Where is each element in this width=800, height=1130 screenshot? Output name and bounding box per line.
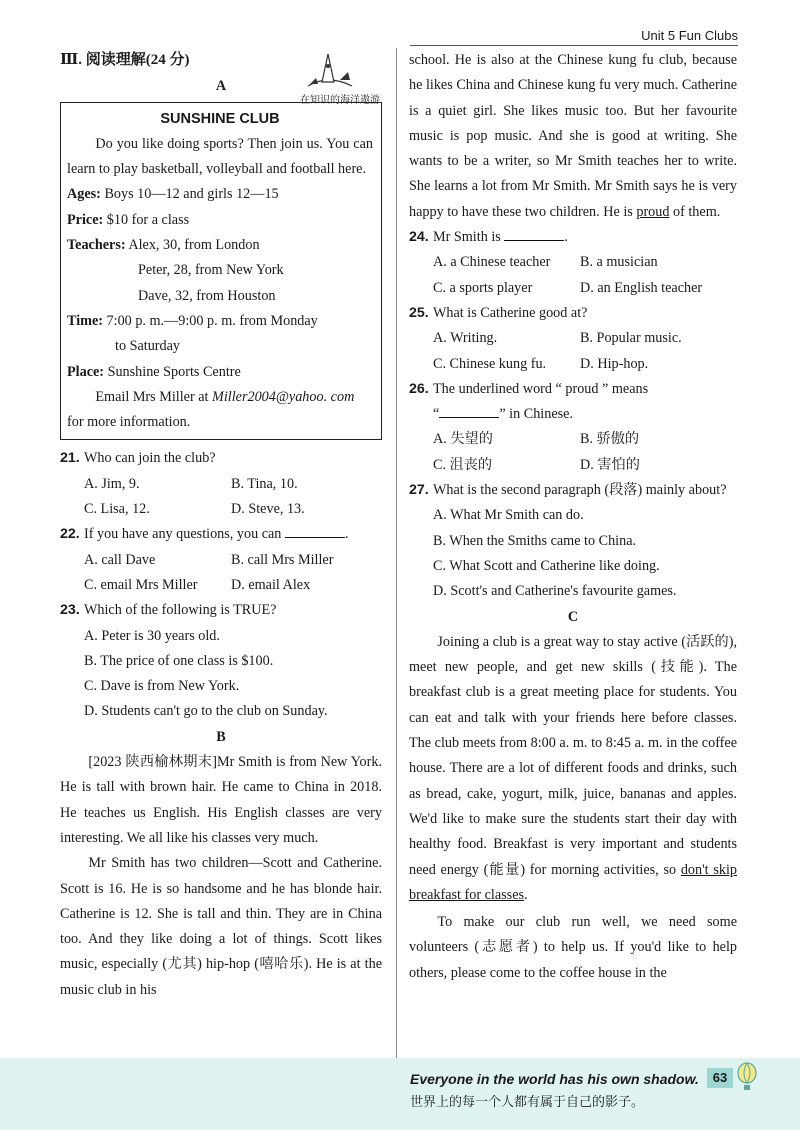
footer-band [0,1058,800,1130]
passage-b-paragraph-2: Mr Smith has two children—Scott and Catherine. Scott is 16. He is so handsome and he has blonde hair. Catherine is 12. She is tall and thin. They are in China too. And they like doing a lot of things. Scott likes music, especially (尤其) hip-hop (嘻哈乐). He is at the music club in his [60,855,382,998]
option-a: A. Jim, 9. [84,475,140,492]
question-text: Who can join the club? [84,450,216,467]
answer-blank [285,523,345,538]
ages-row [67,182,373,207]
ages-value: Boys 10—12 and girls 12—15 [104,186,279,203]
question-number: 22. [60,526,80,543]
question-text-suffix: ” in Chinese. [499,406,573,423]
question-number: 24. [409,229,429,246]
passage-b-paragraph-2-cont [409,48,737,225]
teachers-label: Teachers: [67,237,126,254]
question-21 [60,446,382,522]
option-d: D. Hip-hop. [580,355,649,372]
unit-header: Unit 5 Fun Clubs [641,28,738,43]
left-column [60,48,382,1003]
question-24: 24. Mr Smith is . A. a Chinese teacher B. a musician C. a sports player D. an English teacher [409,225,737,301]
option-b: B. a musician [580,254,658,271]
email-prefix: Email Mrs Miller at [95,388,213,405]
option-c: C. a sports player [433,279,533,296]
right-column [409,48,737,986]
teacher-3: Dave, 32, from Houston [138,287,276,304]
price-row [67,208,373,233]
club-ad-box [60,102,382,441]
option-a: A. call Dave [84,551,156,568]
question-number: 23. [60,602,80,619]
passage-c-text-end: . [524,886,528,903]
option-c: C. email Mrs Miller [84,576,198,593]
option-b: B. 骄傲的 [580,431,640,448]
passage-c-letter: C [567,608,579,625]
club-intro: Do you like doing sports? Then join us. You can learn to play basketball, volleyball and football here. [67,135,373,178]
place-row [67,360,373,385]
passage-b-cont-end: of them. [669,203,721,220]
option-a: A. Peter is 30 years old. [84,627,220,644]
option-b: B. Popular music. [580,330,682,347]
option-d: D. Students can't go to the club on Sunday. [84,703,328,720]
email-suffix: for more information. [67,414,191,431]
question-23 [60,598,382,724]
question-27 [409,478,737,604]
question-text: The underlined word “ proud ” means [433,380,649,397]
answer-blank [439,403,499,418]
email-address: Miller2004@yahoo. com [212,388,355,405]
passage-b-letter: B [216,728,226,745]
price-value: $10 for a class [106,211,190,228]
option-a: A. a Chinese teacher [433,254,551,271]
option-c: C. 沮丧的 [433,456,493,473]
question-text: Which of the following is TRUE? [84,602,277,619]
question-number: 25. [409,304,429,321]
teacher-2: Peter, 28, from New York [138,262,284,279]
option-b: B. Tina, 10. [231,475,298,492]
place-value: Sunshine Sports Centre [107,363,241,380]
time-value: 7:00 p. m.—9:00 p. m. from Monday [106,312,318,329]
option-c: C. Chinese kung fu. [433,355,547,372]
option-a: A. What Mr Smith can do. [433,507,584,524]
column-divider [396,48,397,1058]
teachers-row [67,233,373,258]
answer-blank [504,226,564,241]
passage-c-paragraph-2: To make our club run well, we need some volunteers (志愿者) to help us. If you'd like to help others, please come to the coffee house in the [409,914,737,981]
time-row [67,309,373,334]
option-c: C. What Scott and Catherine like doing. [433,557,660,574]
question-number: 26. [409,380,429,397]
question-text: If you have any questions, you can [84,526,282,543]
option-d: D. 害怕的 [580,456,640,473]
footer-quote-chinese: 世界上的每一个人都有属于自己的影子。 [410,1094,645,1109]
option-b: B. call Mrs Miller [231,551,334,568]
time-label: Time: [67,312,103,329]
passage-b-paragraph-1: [2023 陕西榆林期末]Mr Smith is from New York. He is tall with brown hair. He came to China in 2018. He teaches us English. His English classes are very interesting. We all like his classes very much. [60,754,382,846]
question-26 [409,377,737,478]
question-22: 22. If you have any questions, you can . A. call Dave B. call Mrs Miller C. email Mrs Miller D. email Alex [60,522,382,598]
footer-quote-english: Everyone in the world has his own shadow. [410,1071,699,1087]
passage-b-cont-text: school. He is also at the Chinese kung fu club, because he likes China and Chinese kung fu very much. Catherine is a quiet girl. She likes music too. But her favourite music is pop music. And she is good at writing. She wants to be a writer, so Mr Smith teaches her to write. She learns a lot from Mr Smith. Mr Smith says he is very happy to have these two children. He is [409,52,737,220]
question-text: What is Catherine good at? [433,304,588,321]
option-a: A. 失望的 [433,431,493,448]
option-d: D. an English teacher [580,279,703,296]
page-number: 63 [707,1068,733,1088]
passage-c-paragraph-1 [409,630,737,908]
ages-label: Ages: [67,186,101,203]
underlined-phrase: don't skip breakfast for classes [409,861,737,903]
email-row [67,385,373,410]
option-d: D. Steve, 13. [231,501,305,518]
club-title: SUNSHINE CLUB [160,110,280,127]
passage-c-text: Joining a club is a great way to stay active (活跃的), meet new people, and get new skills (技能). The breakfast club is a great meeting place for students. You can eat and talk with your friends here before classes. The club meets from 8:00 a. m. to 8:45 a. m. in the coffee house. There are a lot of different foods and drinks, such as bread, cake, yogurt, milk, juice, bananas and apples. We'd like to make sure the students start their day with healthy food. Breakfast is very important and students need energy (能量) for morning activities, so [409,633,737,878]
balloon-icon [735,1062,759,1092]
option-a: A. Writing. [433,330,498,347]
option-b: B. The price of one class is $100. [84,652,274,669]
option-d: D. email Alex [231,576,311,593]
time-value-cont: to Saturday [115,338,181,355]
teacher-1: Alex, 30, from London [128,237,260,254]
question-number: 27. [409,482,429,499]
underlined-word-proud: proud [636,203,670,220]
option-c: C. Dave is from New York. [84,678,240,695]
question-25 [409,301,737,377]
option-c: C. Lisa, 12. [84,501,150,518]
question-text-cont: “ ” in Chinese. [409,402,737,427]
passage-a-letter: A [215,78,227,95]
option-b: B. When the Smiths came to China. [433,532,637,549]
question-text: Mr Smith is [433,229,501,246]
question-text: What is the second paragraph (段落) mainly about? [433,482,727,499]
option-d: D. Scott's and Catherine's favourite games. [433,583,677,600]
decor-caption: 在知识的海洋遨游 [300,95,380,106]
section-title: Ⅲ. 阅读理解(24 分) [60,52,190,68]
question-number: 21. [60,450,80,467]
place-label: Place: [67,363,105,380]
price-label: Price: [67,211,104,228]
header-rule [410,45,738,46]
